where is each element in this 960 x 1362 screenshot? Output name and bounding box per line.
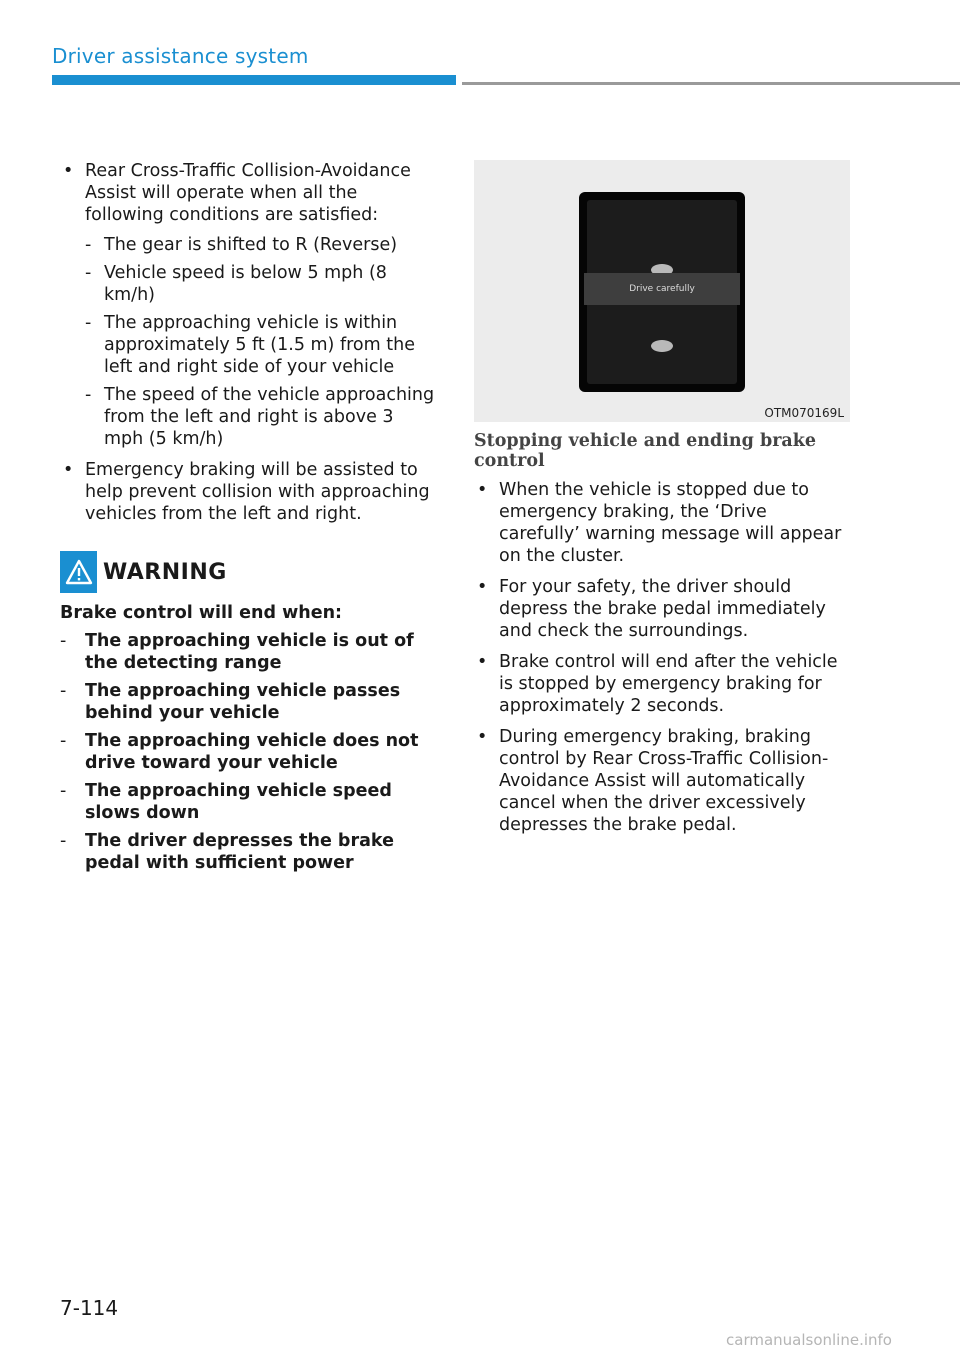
list-item xyxy=(60,830,438,874)
warning-item-text: The approaching vehicle passes behind your vehicle xyxy=(85,681,401,723)
bullet-text: Rear Cross-Traffic Collision-Avoidance Assist will operate when all the following conditions are satisfied: xyxy=(85,161,411,225)
dash-icon: - xyxy=(60,731,67,751)
bullet-text: Brake control will end after the vehicle is stopped by emergency braking for approximately 2 seconds. xyxy=(499,652,838,716)
condition-text: The approaching vehicle is within approximately 5 ft (1.5 m) from the left and right side of your vehicle xyxy=(104,313,415,377)
header-rule-accent xyxy=(52,75,456,85)
bullet-text: For your safety, the driver should depress the brake pedal immediately and check the surroundings. xyxy=(499,577,826,641)
sensor-glow-icon xyxy=(651,340,673,352)
list-item xyxy=(474,479,850,567)
bullet-text: When the vehicle is stopped due to emergency braking, the ‘Drive carefully’ warning message will appear on the cluster. xyxy=(499,480,842,566)
bullet-text: During emergency braking, braking control by Rear Cross-Traffic Collision-Avoidance Assist will automatically cancel when the driver excessively depresses the brake pedal. xyxy=(499,727,829,835)
warning-header xyxy=(60,551,438,593)
right-column xyxy=(474,160,850,845)
subheading: Stopping vehicle and ending brake control xyxy=(474,431,817,471)
figure-code: OTM070169L xyxy=(764,406,844,420)
dash-icon: - xyxy=(85,313,92,333)
bullet-icon: • xyxy=(477,652,488,672)
condition-text: The gear is shifted to R (Reverse) xyxy=(104,235,398,255)
list-item xyxy=(85,312,438,378)
dash-icon: - xyxy=(85,235,92,255)
list-item xyxy=(60,730,438,774)
list-item xyxy=(85,384,438,450)
bullet-text: Emergency braking will be assisted to help prevent collision with approaching vehicles from the left and right. xyxy=(85,460,430,524)
list-item xyxy=(60,630,438,674)
dash-icon: - xyxy=(60,681,67,701)
warning-item-text: The approaching vehicle does not drive toward your vehicle xyxy=(85,731,419,773)
list-item xyxy=(474,576,850,642)
section-title: Driver assistance system xyxy=(52,44,309,68)
list-item xyxy=(60,160,438,450)
warning-list xyxy=(60,630,438,874)
watermark: carmanualsonline.info xyxy=(726,1331,892,1349)
braking-list xyxy=(474,479,850,836)
list-item xyxy=(474,651,850,717)
dash-icon: - xyxy=(60,781,67,801)
condition-text: Vehicle speed is below 5 mph (8 km/h) xyxy=(104,263,387,305)
warning-item-text: The approaching vehicle is out of the detecting range xyxy=(85,631,414,673)
list-item xyxy=(60,459,438,525)
warning-item-text: The approaching vehicle speed slows down xyxy=(85,781,392,823)
list-item xyxy=(60,780,438,824)
cluster-figure xyxy=(474,160,850,422)
left-column xyxy=(60,160,438,880)
bullet-icon: • xyxy=(63,161,74,181)
warning-subtitle: Brake control will end when: xyxy=(60,603,343,623)
warning-triangle-icon xyxy=(60,551,97,593)
dash-icon: - xyxy=(60,631,67,651)
condition-text: The speed of the vehicle approaching from the left and right is above 3 mph (5 km/h) xyxy=(104,385,435,449)
warning-title: WARNING xyxy=(103,559,227,585)
list-item xyxy=(60,680,438,724)
list-item xyxy=(85,234,438,256)
cluster-message: Drive carefully xyxy=(584,273,740,305)
warning-box xyxy=(60,551,438,874)
header-rule xyxy=(462,82,960,85)
conditions-list xyxy=(60,160,438,525)
condition-sublist xyxy=(85,234,438,450)
list-item xyxy=(85,262,438,306)
bullet-icon: • xyxy=(63,460,74,480)
dash-icon: - xyxy=(60,831,67,851)
dash-icon: - xyxy=(85,385,92,405)
bullet-icon: • xyxy=(477,577,488,597)
bullet-icon: • xyxy=(477,480,488,500)
warning-item-text: The driver depresses the brake pedal with sufficient power xyxy=(85,831,394,873)
list-item xyxy=(474,726,850,836)
bullet-icon: • xyxy=(477,727,488,747)
page-number: 7-114 xyxy=(60,1296,119,1320)
dash-icon: - xyxy=(85,263,92,283)
